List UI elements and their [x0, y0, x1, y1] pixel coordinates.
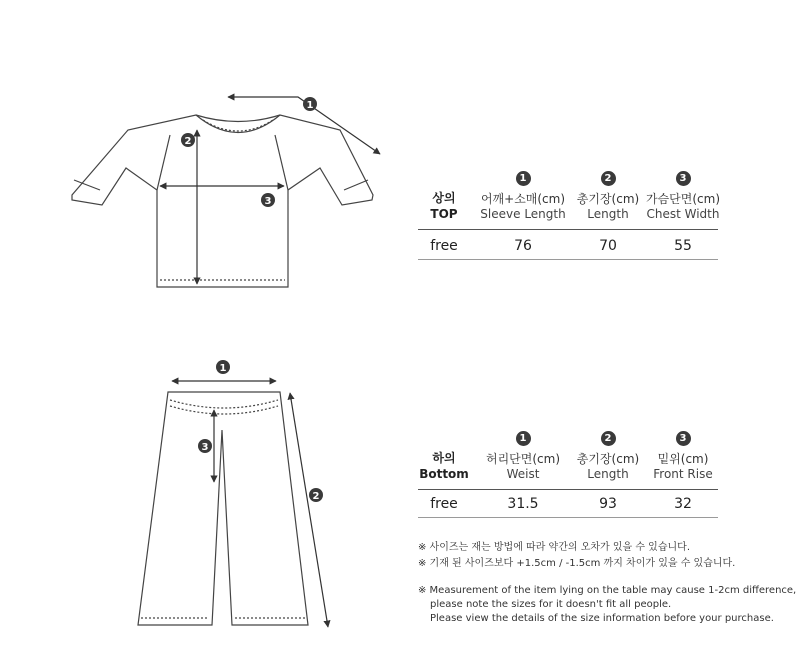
- bottom-col-2-header: [568, 450, 648, 481]
- header-en: Chest Width: [646, 207, 720, 221]
- value-length: 70: [599, 238, 617, 254]
- top-col-2-header: [568, 190, 648, 221]
- value-waist: 31.5: [507, 496, 539, 512]
- svg-text:2: 2: [312, 491, 320, 502]
- top-marker-1: [303, 97, 317, 111]
- top-category-ko: 상의: [432, 191, 456, 205]
- top-bottom-divider: [418, 259, 718, 260]
- note-en-1: ※ Measurement of the item lying on the table may cause 1-2cm difference,: [418, 585, 797, 596]
- header-en: Length: [587, 207, 629, 221]
- top-category: [418, 190, 470, 222]
- size-label: free: [430, 238, 458, 254]
- top-category-en: TOP: [430, 207, 458, 221]
- bottom-bottom-divider: [418, 517, 718, 518]
- bottom-marker-2: [309, 488, 323, 502]
- bottom-category-ko: 하의: [432, 451, 456, 465]
- header-ko: 어깨+소매(cm): [480, 192, 566, 206]
- bottom-measure-arrows: [172, 381, 328, 627]
- header-ko: 총기장(cm): [576, 452, 640, 466]
- top-marker-3: [261, 193, 275, 207]
- bottom-col-3-number: 3: [643, 426, 723, 446]
- value-sleeve-length: 76: [514, 238, 532, 254]
- notes-english: [418, 584, 796, 626]
- bottom-col-3-header: [643, 450, 723, 481]
- bottom-header-divider: [418, 489, 718, 490]
- notes-korean: [418, 541, 735, 571]
- svg-text:3: 3: [264, 196, 272, 207]
- header-en: Weist: [506, 467, 540, 481]
- bottom-marker-1: [216, 360, 230, 374]
- bottom-category-en: Bottom: [419, 467, 469, 481]
- header-en: Front Rise: [653, 467, 713, 481]
- header-ko: 총기장(cm): [576, 192, 640, 206]
- bottom-garment-outline: [138, 392, 308, 625]
- bottom-marker-3: [198, 439, 212, 453]
- size-label: free: [430, 496, 458, 512]
- top-header-divider: [418, 229, 718, 230]
- top-col-1-number: 1: [478, 166, 568, 186]
- svg-text:1: 1: [306, 100, 314, 111]
- header-ko: 허리단면(cm): [485, 452, 561, 466]
- svg-text:2: 2: [184, 136, 192, 147]
- note-en-3: Please view the details of the size information before your purchase.: [430, 613, 774, 624]
- value-front-rise: 32: [674, 496, 692, 512]
- header-ko: 밑위(cm): [657, 452, 709, 466]
- bottom-col-1-number: 1: [478, 426, 568, 446]
- bottom-col-1-header: [478, 450, 568, 481]
- value-chest-width: 55: [674, 238, 692, 254]
- top-measure-arrows: [160, 97, 380, 284]
- header-en: Length: [587, 467, 629, 481]
- svg-text:1: 1: [219, 363, 227, 374]
- top-col-3-header: [643, 190, 723, 221]
- bottom-size-table: [418, 426, 718, 526]
- top-garment-outline: [72, 115, 373, 287]
- value-length: 93: [599, 496, 617, 512]
- top-size-table: [418, 166, 721, 266]
- note-en-2: please note the sizes for it doesn't fit all people.: [430, 599, 672, 610]
- note-ko-2: ※ 기재 된 사이즈보다 +1.5cm / -1.5cm 까지 차이가 있을 수 있습니다.: [418, 558, 736, 569]
- header-ko: 가슴단면(cm): [645, 192, 721, 206]
- bottom-col-2-number: 2: [568, 426, 648, 446]
- bottom-category: [418, 450, 470, 482]
- svg-text:3: 3: [201, 442, 209, 453]
- top-marker-2: [181, 133, 195, 147]
- note-ko-1: ※ 사이즈는 재는 방법에 따라 약간의 오차가 있을 수 있습니다.: [418, 542, 691, 553]
- header-en: Sleeve Length: [480, 207, 566, 221]
- top-col-1-header: [478, 190, 568, 221]
- top-col-2-number: 2: [568, 166, 648, 186]
- top-col-3-number: 3: [643, 166, 723, 186]
